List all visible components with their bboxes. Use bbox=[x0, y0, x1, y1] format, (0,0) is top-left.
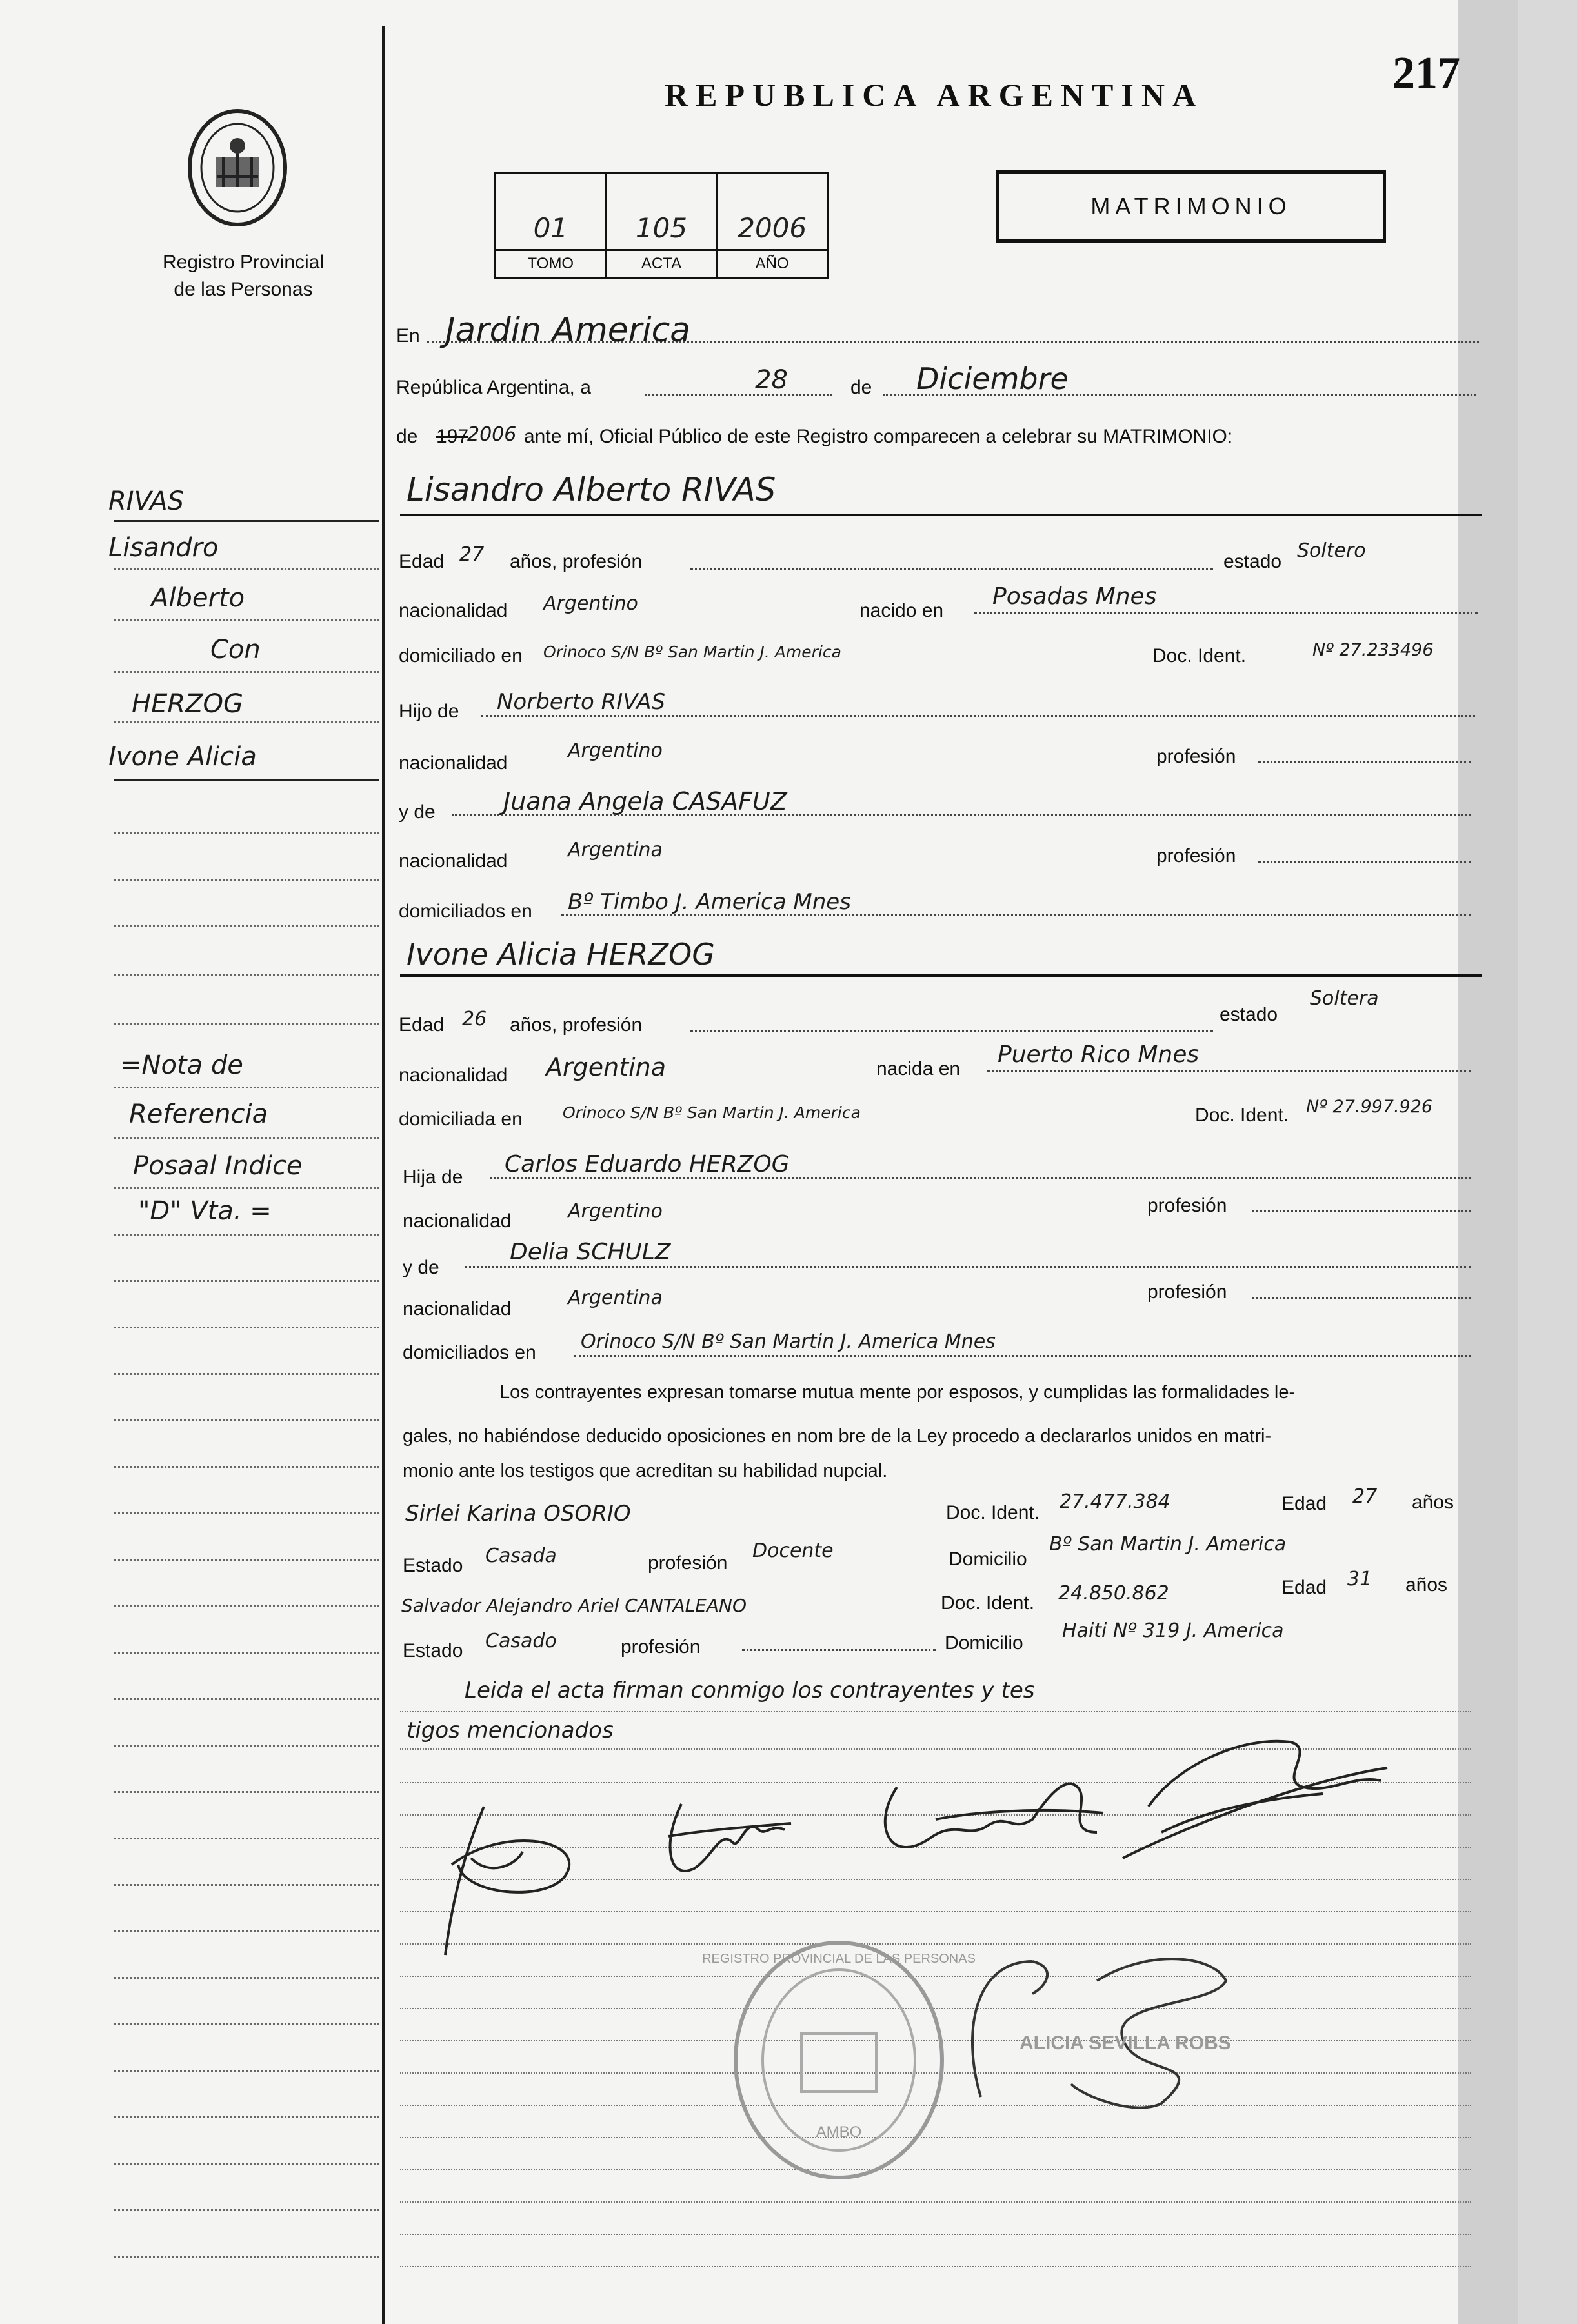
dotted-line bbox=[574, 1355, 1471, 1357]
groom-mother: Juana Angela CASAFUZ bbox=[503, 787, 787, 816]
declaration-line3: monio ante los testigos que acreditan su habilidad nupcial. bbox=[403, 1461, 888, 1481]
doc-ident-label: Doc. Ident. bbox=[946, 1502, 1040, 1523]
margin-rule bbox=[114, 520, 379, 522]
bride-birthplace: Puerto Rico Mnes bbox=[998, 1041, 1200, 1068]
dotted-line bbox=[690, 1030, 1213, 1032]
ruled-line bbox=[400, 2234, 1471, 2235]
signature-witness2 bbox=[1110, 1729, 1394, 1871]
de-mes-label: de bbox=[850, 377, 872, 398]
margin-line bbox=[114, 925, 379, 927]
profesion-label: profesión bbox=[1156, 845, 1236, 866]
section-rule bbox=[400, 974, 1482, 977]
margin-line bbox=[114, 1187, 379, 1189]
margin-note-3: Posaal Indice bbox=[133, 1151, 303, 1181]
dotted-line bbox=[561, 914, 1471, 916]
margin-divider bbox=[382, 26, 385, 2324]
domicilio-label: Domicilio bbox=[945, 1632, 1023, 1654]
bride-address: Orinoco S/N Bº San Martin J. America bbox=[563, 1103, 861, 1122]
witness1-doc: 27.477.384 bbox=[1060, 1490, 1170, 1513]
groom-mother-nationality: Argentina bbox=[568, 839, 663, 861]
domiciliados-label: domiciliados en bbox=[403, 1342, 536, 1363]
anos-profesion-label: años, profesión bbox=[510, 551, 643, 572]
margin-line bbox=[114, 2116, 379, 2118]
margin-rule bbox=[114, 779, 379, 781]
closing-line2: tigos mencionados bbox=[407, 1718, 614, 1743]
page-title: REPUBLICA ARGENTINA bbox=[665, 77, 1204, 113]
margin-con: Con bbox=[210, 635, 261, 665]
witness2-name: Salvador Alejandro Ariel CANTALEANO bbox=[401, 1595, 747, 1616]
margin-line bbox=[114, 1977, 379, 1979]
month-value: Diciembre bbox=[916, 361, 1069, 396]
witness1-name: Sirlei Karina OSORIO bbox=[405, 1501, 631, 1527]
bride-age: 26 bbox=[462, 1008, 487, 1030]
edad-label: Edad bbox=[399, 1014, 445, 1036]
edad-label: Edad bbox=[1281, 1493, 1327, 1514]
margin-surname: RIVAS bbox=[108, 486, 184, 516]
margin-bride-firstname: Ivone Alicia bbox=[108, 742, 257, 772]
margin-line bbox=[114, 1512, 379, 1514]
declaration-line2: gales, no habiéndose deducido oposiciones en nom bre de la Ley procedo a declararlos unidos en matri- bbox=[403, 1426, 1272, 1447]
edad-label: Edad bbox=[1281, 1577, 1327, 1598]
dotted-line bbox=[1258, 861, 1471, 863]
margin-line bbox=[114, 619, 379, 621]
registry-name-line2: de las Personas bbox=[174, 279, 313, 300]
dotted-line bbox=[974, 612, 1478, 614]
nacido-en-label: nacido en bbox=[859, 600, 944, 621]
groom-nationality: Argentino bbox=[543, 592, 638, 615]
profesion-label: profesión bbox=[1147, 1195, 1227, 1216]
margin-line bbox=[114, 832, 379, 834]
acta-value: 105 bbox=[635, 212, 688, 244]
day-value: 28 bbox=[755, 365, 788, 395]
nacionalidad-label: nacionalidad bbox=[399, 1065, 508, 1086]
dotted-line bbox=[690, 568, 1213, 570]
dotted-line bbox=[481, 715, 1475, 717]
margin-line bbox=[114, 1023, 379, 1025]
margin-line bbox=[114, 721, 379, 723]
margin-line bbox=[114, 671, 379, 673]
margin-line bbox=[114, 2070, 379, 2072]
hija-de-label: Hija de bbox=[403, 1167, 463, 1188]
ruled-line bbox=[400, 2201, 1471, 2203]
de-anio-label: de bbox=[396, 426, 418, 447]
doc-ident-label: Doc. Ident. bbox=[1152, 645, 1247, 666]
ruled-line bbox=[400, 1711, 1471, 1712]
dotted-line bbox=[645, 394, 832, 396]
edad-label: Edad bbox=[399, 551, 445, 572]
domicilio-label: Domicilio bbox=[949, 1548, 1027, 1570]
margin-line bbox=[114, 1280, 379, 1282]
estado-label: Estado bbox=[403, 1640, 463, 1661]
groom-age: 27 bbox=[459, 543, 485, 566]
nacionalidad-label: nacionalidad bbox=[403, 1298, 512, 1319]
anos-label: años bbox=[1405, 1574, 1448, 1596]
margin-line bbox=[114, 1327, 379, 1328]
margin-line bbox=[114, 1087, 379, 1088]
compareceen-label: ante mí, Oficial Público de este Registro comparecen a celebrar su MATRIMONIO: bbox=[524, 426, 1233, 447]
anio-value: 2006 bbox=[738, 212, 807, 244]
domiciliada-label: domiciliada en bbox=[399, 1108, 523, 1130]
dotted-line bbox=[452, 814, 1471, 816]
anos-label: años bbox=[1412, 1492, 1454, 1513]
en-label: En bbox=[396, 325, 420, 346]
anos-profesion-label: años, profesión bbox=[510, 1014, 643, 1036]
seal-ring-text: REGISTRO PROVINCIAL DE LAS PERSONAS bbox=[702, 1952, 976, 1966]
margin-line bbox=[114, 2256, 379, 2258]
estado-label: Estado bbox=[403, 1555, 463, 1576]
signature-bride bbox=[656, 1791, 798, 1894]
anio-label: AÑO bbox=[718, 249, 827, 277]
groom-parents-address: Bº Timbo J. America Mnes bbox=[568, 889, 851, 915]
bride-doc: Nº 27.997.926 bbox=[1306, 1097, 1433, 1117]
dotted-line bbox=[1252, 1210, 1471, 1212]
registry-name bbox=[123, 249, 364, 303]
groom-father-nationality: Argentino bbox=[568, 739, 663, 762]
tomo-cell bbox=[496, 174, 607, 277]
groom-father: Norberto RIVAS bbox=[497, 689, 666, 715]
republica-label: República Argentina, a bbox=[396, 377, 591, 398]
margin-note-1: =Nota de bbox=[120, 1050, 243, 1080]
doc-ident-label: Doc. Ident. bbox=[1195, 1105, 1289, 1126]
margin-line bbox=[114, 879, 379, 881]
domiciliados-label: domiciliados en bbox=[399, 901, 532, 922]
groom-name: Lisandro Alberto RIVAS bbox=[407, 471, 776, 508]
margin-note-4: "D" Vta. = bbox=[138, 1196, 272, 1226]
anio-cell bbox=[718, 174, 827, 277]
bride-parents-address: Orinoco S/N Bº San Martin J. America Mnes bbox=[581, 1330, 996, 1353]
tomo-value: 01 bbox=[533, 212, 568, 244]
witness2-estado: Casado bbox=[485, 1630, 557, 1652]
bride-father-nationality: Argentino bbox=[568, 1200, 663, 1223]
declaration-line1: Los contrayentes expresan tomarse mutua mente por esposos, y cumplidas las formalidades le- bbox=[499, 1382, 1296, 1403]
margin-line bbox=[114, 1791, 379, 1793]
bride-father: Carlos Eduardo HERZOG bbox=[505, 1151, 790, 1177]
margin-line bbox=[114, 2163, 379, 2165]
margin-line bbox=[114, 1419, 379, 1421]
dotted-line bbox=[742, 1649, 936, 1651]
year-value: 2006 bbox=[467, 423, 517, 446]
bride-name: Ivone Alicia HERZOG bbox=[407, 937, 715, 972]
nacionalidad-label: nacionalidad bbox=[399, 752, 508, 774]
margin-line bbox=[114, 1745, 379, 1747]
bride-nationality: Argentina bbox=[546, 1053, 667, 1081]
witness1-age: 27 bbox=[1352, 1485, 1378, 1508]
margin-line bbox=[114, 1838, 379, 1839]
bride-mother-nationality: Argentina bbox=[568, 1287, 663, 1309]
nacionalidad-label: nacionalidad bbox=[399, 850, 508, 872]
margin-line bbox=[114, 1930, 379, 1932]
page-number: 217 bbox=[1392, 48, 1460, 98]
margin-bride-surname: HERZOG bbox=[132, 689, 244, 719]
bride-estado: Soltera bbox=[1310, 987, 1379, 1010]
witness2-address: Haiti Nº 319 J. America bbox=[1062, 1619, 1284, 1642]
margin-line bbox=[114, 1605, 379, 1607]
section-rule bbox=[400, 514, 1482, 516]
groom-address: Orinoco S/N Bº San Martin J. America bbox=[543, 643, 841, 661]
margin-line bbox=[114, 2023, 379, 2025]
margin-line bbox=[114, 2209, 379, 2211]
groom-birthplace: Posadas Mnes bbox=[992, 583, 1157, 610]
domiciliado-label: domiciliado en bbox=[399, 645, 523, 666]
document-type-label: MATRIMONIO bbox=[1090, 193, 1292, 219]
margin-line bbox=[114, 1884, 379, 1886]
profesion-label: profesión bbox=[648, 1552, 728, 1574]
margin-middlename: Alberto bbox=[151, 583, 245, 613]
acta-label: ACTA bbox=[607, 249, 716, 277]
y-de-label: y de bbox=[403, 1257, 439, 1278]
signature-witness1 bbox=[871, 1761, 1116, 1871]
registry-name-line1: Registro Provincial bbox=[162, 252, 325, 273]
officer-name-stamp: ALICIA SEVILLA ROBS bbox=[1020, 2032, 1231, 2054]
dotted-line bbox=[1252, 1297, 1471, 1299]
profesion-label: profesión bbox=[1156, 746, 1236, 767]
dotted-line bbox=[490, 1177, 1471, 1179]
witness2-age: 31 bbox=[1347, 1568, 1372, 1590]
province-seal-logo bbox=[185, 106, 290, 230]
struck-year-prefix: 197 bbox=[436, 426, 469, 447]
seal-center-text: AMBO bbox=[816, 2123, 862, 2141]
margin-line bbox=[114, 1466, 379, 1468]
document-type-box bbox=[996, 170, 1386, 243]
acta-reference-box bbox=[494, 172, 829, 279]
dotted-line bbox=[465, 1266, 1471, 1268]
witness1-estado: Casada bbox=[485, 1545, 557, 1567]
estado-label: estado bbox=[1220, 1004, 1278, 1025]
estado-label: estado bbox=[1223, 551, 1282, 572]
margin-line bbox=[114, 1698, 379, 1700]
margin-line bbox=[114, 1234, 379, 1236]
margin-line bbox=[114, 1559, 379, 1561]
nacionalidad-label: nacionalidad bbox=[403, 1210, 512, 1232]
nacida-en-label: nacida en bbox=[876, 1058, 961, 1079]
tomo-label: TOMO bbox=[496, 249, 605, 277]
place-value: Jardin America bbox=[445, 311, 691, 350]
margin-line bbox=[114, 1652, 379, 1654]
profesion-label: profesión bbox=[621, 1636, 701, 1658]
margin-line bbox=[114, 568, 379, 570]
dotted-line bbox=[1258, 761, 1471, 763]
doc-ident-label: Doc. Ident. bbox=[941, 1592, 1035, 1614]
witness1-profession: Docente bbox=[752, 1539, 834, 1562]
official-seal-stamp bbox=[702, 1937, 976, 2183]
groom-estado: Soltero bbox=[1297, 539, 1366, 562]
witness1-address: Bº San Martin J. America bbox=[1049, 1533, 1287, 1556]
nacionalidad-label: nacionalidad bbox=[399, 600, 508, 621]
closing-line1: Leida el acta firman conmigo los contrayentes y tes bbox=[465, 1678, 1035, 1703]
margin-line bbox=[114, 974, 379, 976]
hijo-de-label: Hijo de bbox=[399, 701, 459, 722]
acta-cell bbox=[607, 174, 718, 277]
ruled-line bbox=[400, 2266, 1471, 2267]
margin-firstname: Lisandro bbox=[108, 533, 219, 563]
dotted-line bbox=[987, 1070, 1471, 1072]
groom-doc: Nº 27.233496 bbox=[1312, 640, 1434, 660]
margin-line bbox=[114, 1373, 379, 1375]
profesion-label: profesión bbox=[1147, 1281, 1227, 1303]
y-de-label: y de bbox=[399, 801, 436, 823]
margin-note-2: Referencia bbox=[129, 1099, 268, 1129]
witness2-doc: 24.850.862 bbox=[1058, 1582, 1169, 1605]
bride-mother: Delia SCHULZ bbox=[510, 1239, 671, 1265]
margin-line bbox=[114, 1137, 379, 1139]
signature-groom bbox=[426, 1787, 594, 1961]
